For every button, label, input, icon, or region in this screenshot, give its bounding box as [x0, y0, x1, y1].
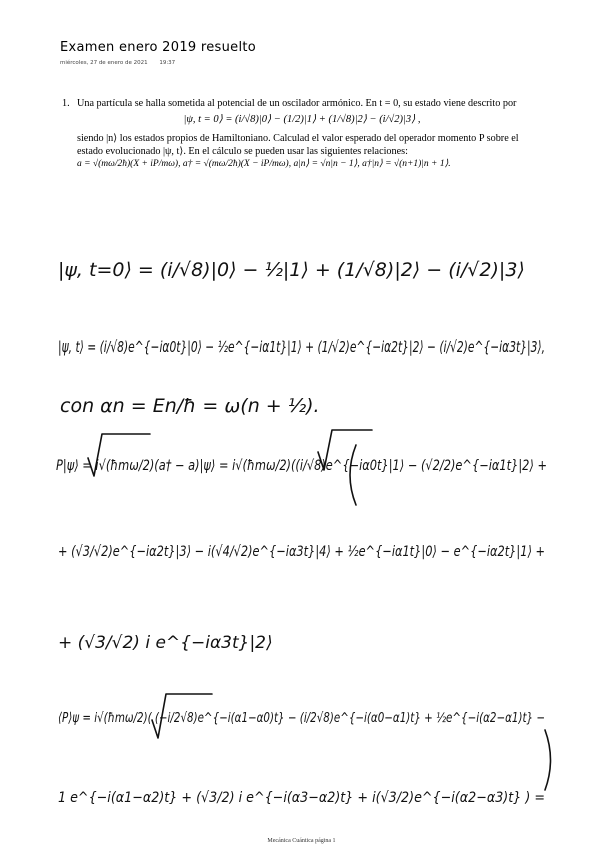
problem-number: 1.	[62, 98, 70, 109]
page-title: Examen enero 2019 resuelto	[60, 40, 257, 55]
operator-relations: a = √(mω/2ħ)(X + iP/mω), a† = √(mω/2ħ)(X − iP/mω), a|n⟩ = √n|n − 1⟩, a†|n⟩ = √(n+1)|n + 1⟩.	[77, 159, 451, 169]
big-paren-right	[545, 730, 551, 790]
problem-body: siendo |n⟩ los estados propios de Hamiltoniano. Calculad el valor esperado del operador momento P sobre el estado evolucionado |ψ, t⟩. En el cálculo se pueden usar las siguientes relaciones:	[77, 133, 519, 157]
hw-line-5: + (√3/√2)e^{−iα2t}|3⟩ − i(√4/√2)e^{−iα3t}|4⟩ + ½e^{−iα1t}|0⟩ − e^{−iα2t}|1⟩ +	[58, 544, 545, 560]
date: miércoles, 27 de enero de 2021	[60, 60, 148, 66]
page-footer: Mecánica Cuántica página 1	[267, 838, 336, 844]
big-paren-left	[350, 445, 356, 505]
hw-line-4: P|ψ⟩ = i√(ħmω/2)(a† − a)|ψ⟩ = i√(ħmω/2)((i/√8)e^{−iα0t}|1⟩ − (√2/2)e^{−iα1t}|2⟩ +	[56, 458, 547, 474]
time: 19:37	[159, 60, 176, 66]
initial-state-equation: |ψ, t = 0⟩ = (i/√8)|0⟩ − (1/2)|1⟩ + (1/√8)|2⟩ − (i/√2)|3⟩ ,	[183, 114, 421, 125]
hw-line-8: 1 e^{−i(α1−α2)t} + (√3/2) i e^{−i(α3−α2)t} + i(√3/2)e^{−i(α2−α3)t} ) =	[58, 790, 545, 806]
hw-line-1: |ψ, t=0⟩ = (i/√8)|0⟩ − ½|1⟩ + (1/√8)|2⟩ − (i/√2)|3⟩	[58, 259, 525, 281]
hw-line-6: + (√3/√2) i e^{−iα3t}|2⟩	[58, 633, 273, 653]
hw-line-7: ⟨P⟩ψ = i√(ħmω/2)( (−i/2√8)e^{−i(α1−α0)t} − (i/2√8)e^{−i(α0−α1)t} + ½e^{−i(α2−α1)t} −	[58, 710, 545, 726]
hw-line-3: con αn = En/ħ = ω(n + ½).	[60, 395, 320, 417]
hw-line-2: |ψ, t⟩ = (i/√8)e^{−iα0t}|0⟩ − ½e^{−iα1t}|1⟩ + (1/√2)e^{−iα2t}|2⟩ − (i/√2)e^{−iα3t}|3⟩,	[58, 338, 545, 356]
problem-intro: Una partícula se halla sometida al potencial de un oscilador armónico. En t = 0, su estado viene descrito por	[77, 98, 517, 109]
